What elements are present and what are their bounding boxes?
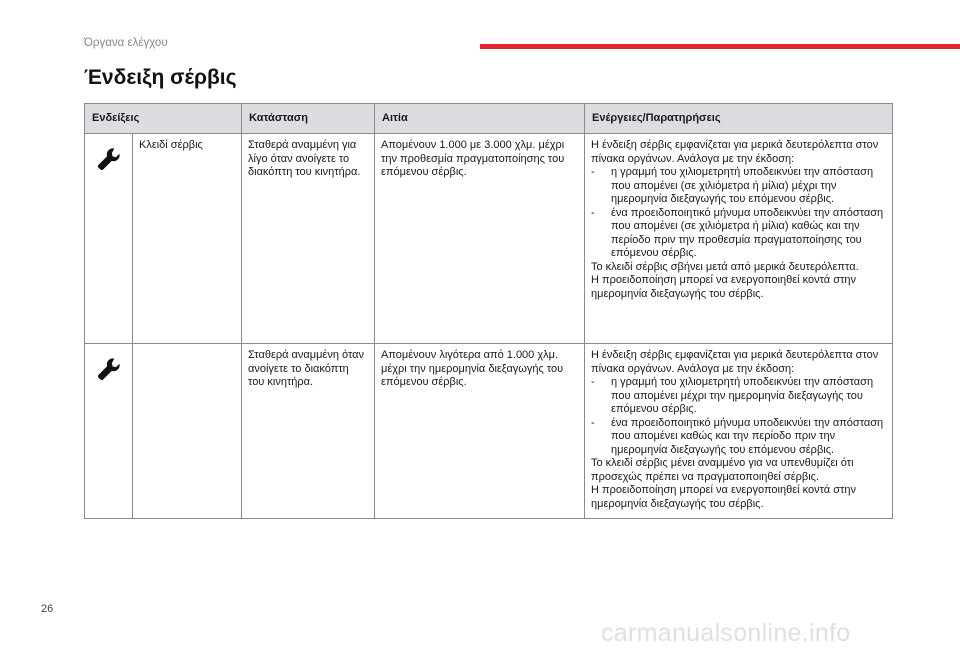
indicator-name: Κλειδί σέρβις — [133, 134, 242, 344]
table-row — [85, 134, 893, 344]
column-header-state: Κατάσταση — [242, 104, 375, 134]
page-title: Ένδειξη σέρβις — [84, 66, 237, 89]
action-text: Το κλειδί σέρβις μένει αναμμένο για να υπενθυμίζει ότι προσεχώς πρέπει να πραγματοποιηθεί σέρβις. — [591, 457, 854, 483]
actions-cell — [585, 344, 893, 519]
table-row — [85, 344, 893, 519]
actions-cell — [585, 134, 893, 344]
action-bullet: - η γραμμή του χιλιομετρητή υποδεικνύει την απόσταση που απομένει (σε χιλιόμετρα ή μίλια) μέχρι την ημερομηνία διεξαγωγής του επόμενου σέρβις. — [591, 166, 874, 205]
column-header-actions: Ενέργειες/Παρατηρήσεις — [585, 104, 893, 134]
indicator-icon-cell — [85, 134, 133, 344]
action-text: Η ένδειξη σέρβις εμφανίζεται για μερικά δευτερόλεπτα στον πίνακα οργάνων. Ανάλογα με την έκδοση: — [591, 349, 879, 375]
state-cell: Σταθερά αναμμένη για λίγο όταν ανοίγετε το διακόπτη του κινητήρα. — [242, 134, 375, 344]
action-bullet: - η γραμμή του χιλιομετρητή υποδεικνύει την απόσταση που απομένει μέχρι την ημερομηνία διεξαγωγής του επόμενου σέρβις. — [591, 376, 874, 415]
wrench-icon — [94, 144, 124, 174]
table-header-row — [85, 104, 893, 134]
column-header-cause: Αιτία — [375, 104, 585, 134]
action-bullet: - ένα προειδοποιητικό μήνυμα υποδεικνύει την απόσταση που απομένει (σε χιλιόμετρα ή μίλια) καθώς και την περίοδο πριν την προθεσμία πραγματοποίησης του επόμενου σέρβις. — [591, 206, 884, 259]
column-header-indicators: Ενδείξεις — [85, 104, 242, 134]
cause-cell: Απομένουν λιγότερα από 1.000 χλμ. μέχρι την ημερομηνία διεξαγωγής του επόμενου σέρβις. — [375, 344, 585, 519]
action-text: Η προειδοποίηση μπορεί να ενεργοποιηθεί κοντά στην ημερομηνία διεξαγωγής του σέρβις. — [591, 484, 856, 510]
action-text: Η ένδειξη σέρβις εμφανίζεται για μερικά δευτερόλεπτα στον πίνακα οργάνων. Ανάλογα με την έκδοση: — [591, 139, 879, 165]
cause-cell: Απομένουν 1.000 με 3.000 χλμ. μέχρι την προθεσμία πραγματοποίησης του επόμενου σέρβις. — [375, 134, 585, 344]
section-accent-bar — [480, 44, 960, 49]
section-label: Όργανα ελέγχου — [84, 37, 168, 49]
wrench-icon — [94, 354, 124, 384]
state-cell: Σταθερά αναμμένη όταν ανοίγετε το διακόπτη του κινητήρα. — [242, 344, 375, 519]
service-indicator-table — [84, 103, 893, 519]
indicator-icon-cell — [85, 344, 133, 519]
action-text: Το κλειδί σέρβις σβήνει μετά από μερικά δευτερόλεπτα. — [591, 260, 859, 273]
watermark: carmanualsonline.info — [601, 619, 851, 647]
indicator-name — [133, 344, 242, 519]
action-text: Η προειδοποίηση μπορεί να ενεργοποιηθεί κοντά στην ημερομηνία διεξαγωγής του σέρβις. — [591, 274, 856, 300]
action-bullet: - ένα προειδοποιητικό μήνυμα υποδεικνύει την απόσταση που απομένει καθώς και την περίοδο πριν την ημερομηνία διεξαγωγής του επόμενου σέρβις. — [591, 416, 884, 456]
page-number: 26 — [41, 603, 54, 615]
